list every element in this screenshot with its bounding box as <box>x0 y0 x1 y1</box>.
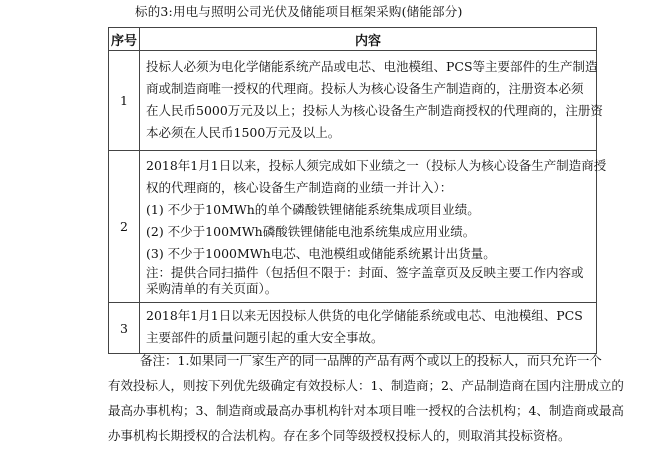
content-line: 2018年1月1日以来，投标人须完成如下业绩之一（投标人为核心设备生产制造商授 <box>146 157 607 173</box>
content-line: 2018年1月1日以来无因投标人供货的电化学储能系统或电芯、电池模组、PCS <box>146 308 583 323</box>
remark-line: 最高办事机构；3、制造商或最高办事机构针对本项目唯一授权的合法机构；4、制造商或最高 <box>108 403 624 418</box>
content-line: (1) 不少于10MWh的单个磷酸铁锂储能系统集成项目业绩。 <box>146 201 480 217</box>
content-line: 本必须在人民币1500万元及以上。 <box>146 124 341 140</box>
row-content <box>140 51 603 151</box>
header-number: 序号 <box>109 28 140 51</box>
row-content <box>140 151 607 303</box>
row-number: 3 <box>109 303 140 354</box>
content-line: 权的代理商的，核心设备生产制造商的业绩一并计入）： <box>146 179 453 195</box>
content-line: 商或制造商唯一授权的代理商。投标人为核心设备生产制造商的，注册资本必须 <box>146 80 584 96</box>
note-line: 注：提供合同扫描件（包括但不限于：封面、签字盖章页及反映主要工作内容或 <box>146 264 584 280</box>
content-line: 在人民币5000万元及以上；投标人为核心设备生产制造商授权的代理商的，注册资 <box>146 102 603 118</box>
row-content <box>140 303 597 354</box>
table-caption: 标的3:用电与照明公司光伏及储能项目框架采购(储能部分) <box>135 4 463 19</box>
remark-paragraph <box>108 348 624 448</box>
row-number: 1 <box>109 51 140 151</box>
remark-line: 有效投标人，则按下列优先级确定有效投标人：1、制造商；2、产品制造商在国内注册成立的 <box>108 378 624 393</box>
row-number: 2 <box>109 151 140 303</box>
header-content: 内容 <box>140 28 597 51</box>
content-line: 主要部件的质量问题引起的重大安全事故。 <box>146 330 384 345</box>
content-line: (2) 不少于100MWh磷酸铁锂储能电池系统集成应用业绩。 <box>146 223 476 239</box>
note-line: 采购清单的有关页面）。 <box>146 280 278 296</box>
content-line: 投标人必须为电化学储能系统产品或电芯、电池模组、PCS等主要部件的生产制造 <box>146 58 598 74</box>
table-row <box>109 151 597 303</box>
table-header-row <box>109 28 597 51</box>
table-row <box>109 51 597 151</box>
content-line: (3) 不少于1000MWh电芯、电池模组或储能系统累计出货量。 <box>146 245 496 261</box>
remark-line: 备注：1.如果同一厂家生产的同一品牌的产品有两个或以上的投标人，而只允许一个 <box>140 353 602 368</box>
remark-line: 办事机构长期授权的合法机构。存在多个同等级授权投标人的，则取消其投标资格。 <box>108 428 571 443</box>
table-row <box>109 303 597 354</box>
requirements-table <box>108 27 607 354</box>
